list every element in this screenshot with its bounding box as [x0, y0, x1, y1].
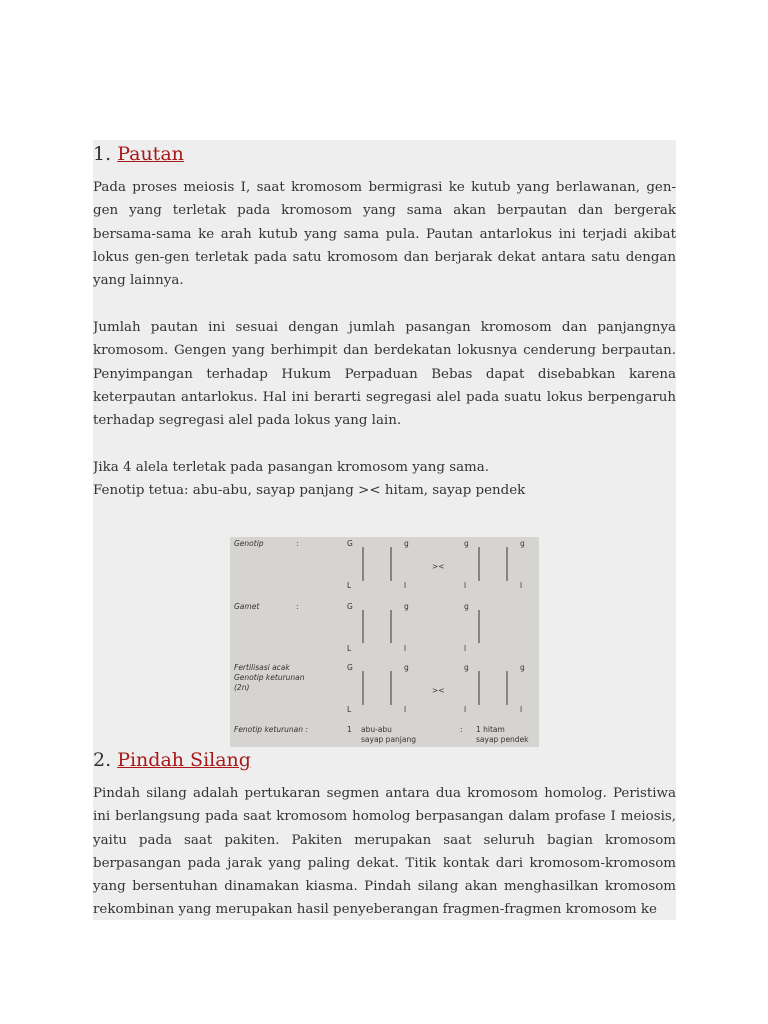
allele-label: g	[404, 539, 409, 548]
allele-label: L	[347, 644, 352, 653]
section-heading-pindah-silang	[93, 748, 251, 772]
section-title-link-pautan[interactable]: Pautan	[117, 143, 184, 165]
allele-label: g	[520, 663, 525, 672]
allele-label: L	[347, 705, 352, 714]
allele-label: g	[520, 539, 525, 548]
allele-label: g	[464, 539, 469, 548]
allele-label: l	[520, 705, 523, 714]
figure-colon: :	[296, 602, 299, 611]
allele-label: G	[347, 602, 353, 611]
allele-label: l	[404, 705, 407, 714]
allele-label: g	[464, 663, 469, 672]
allele-label: l	[404, 644, 407, 653]
fenotip-1-color: abu-abu	[361, 725, 392, 734]
figure-colon: :	[296, 539, 299, 548]
figure-label-genotip-keturunan: Genotip keturunan	[234, 673, 305, 682]
section-number: 2.	[93, 749, 112, 771]
fenotip-ratio: 1	[347, 725, 352, 734]
figure-colon: :	[460, 725, 463, 734]
cross-symbol: ><	[432, 686, 445, 695]
allele-label: g	[404, 663, 409, 672]
allele-label: l	[464, 705, 467, 714]
section-title-link-pindah-silang[interactable]: Pindah Silang	[117, 749, 251, 771]
allele-label: g	[404, 602, 409, 611]
allele-label: G	[347, 539, 353, 548]
figure-label-genotip: Genotip	[234, 539, 264, 548]
allele-label: l	[404, 581, 407, 590]
paragraph-pindah-silang: Pindah silang adalah pertukaran segmen antara dua kromosom homolog. Peristiwa ini berlangsung pada saat kromosom homolog berpasangan dalam profase I meiosis, yaitu pada saat pakiten. Pakiten merupakan saat seluruh bagian kromosom berpasangan pada jarak yang paling dekat. Titik kontak dari kromosom-kromosom yang bersentuhan dinamakan kiasma. Pindah silang akan menghasilkan kromosom rekombinan yang merupakan hasil penyeberangan fragmen-fragmen kromosom ke	[93, 786, 676, 918]
allele-label: g	[464, 602, 469, 611]
document-content	[93, 140, 676, 920]
text-line-alela: Jika 4 alela terletak pada pasangan kromosom yang sama.	[93, 460, 489, 475]
figure-label-fenotip: Fenotip keturunan :	[234, 725, 308, 734]
allele-label: G	[347, 663, 353, 672]
figure-label-2n: (2n)	[234, 683, 250, 692]
fenotip-1-wing: sayap panjang	[361, 735, 416, 744]
allele-label: L	[347, 581, 352, 590]
linkage-diagram-figure	[230, 537, 539, 747]
section-heading-pautan	[93, 142, 184, 166]
cross-symbol: ><	[432, 562, 445, 571]
allele-label: l	[520, 581, 523, 590]
fenotip-2-color: 1 hitam	[476, 725, 505, 734]
allele-label: l	[464, 644, 467, 653]
section-number: 1.	[93, 143, 112, 165]
paragraph-pautan-2: Jumlah pautan ini sesuai dengan jumlah pasangan kromosom dan panjangnya kromosom. Gengen yang berhimpit dan berdekatan lokusnya cenderung berpautan. Penyimpangan terhadap Hukum Perpaduan Bebas dapat disebabkan karena keterpautan antarlokus. Hal ini berarti segregasi alel pada suatu lokus berpengaruh terhadap segregasi alel pada lokus yang lain.	[93, 320, 676, 429]
fenotip-2-wing: sayap pendek	[476, 735, 529, 744]
figure-label-fertilisasi: Fertilisasi acak	[234, 663, 290, 672]
text-line-fenotip-tetua: Fenotip tetua: abu-abu, sayap panjang >< hitam, sayap pendek	[93, 483, 526, 498]
figure-label-gamet: Gamet	[234, 602, 260, 611]
allele-label: l	[464, 581, 467, 590]
paragraph-pautan-1: Pada proses meiosis I, saat kromosom bermigrasi ke kutub yang berlawanan, gen-gen yang terletak pada kromosom yang sama akan berpautan dan bergerak bersama-sama ke arah kutub yang sama pula. Pautan antarlokus ini terjadi akibat lokus gen-gen terletak pada satu kromosom dan berjarak dekat antara satu dengan yang lainnya.	[93, 180, 676, 289]
